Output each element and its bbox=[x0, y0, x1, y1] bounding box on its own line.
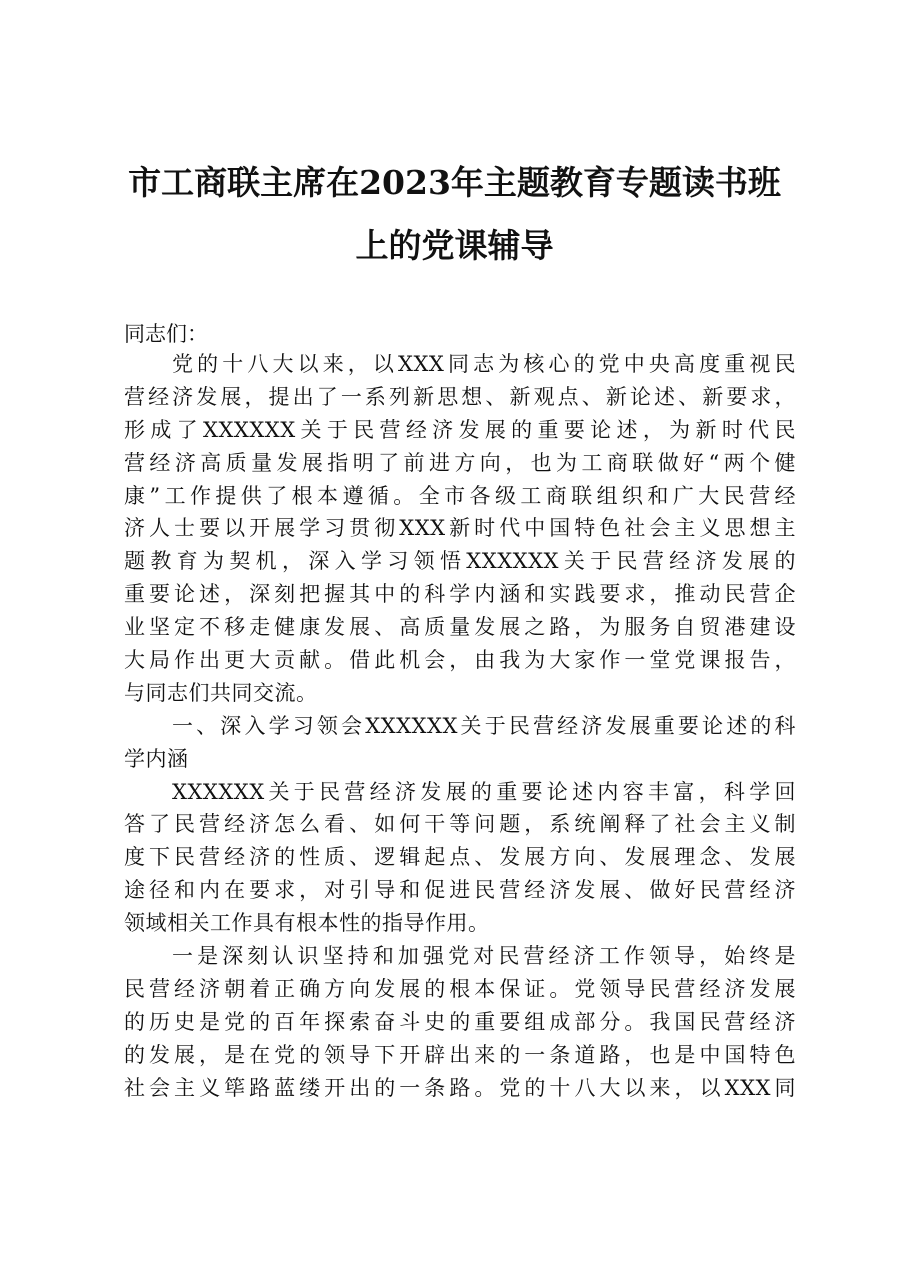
section-heading-line: 一、深入学习领会XXXXXX关于民营经济发展重要论述的科 bbox=[172, 713, 796, 738]
body-line: 形成了XXXXXX关于民营经济发展的重要论述，为新时代民 bbox=[124, 417, 796, 442]
body-line: 重要论述，深刻把握其中的科学内涵和实践要求，推动民营企 bbox=[124, 582, 796, 607]
document-body bbox=[124, 348, 796, 1104]
body-line: 康”工作提供了根本遵循。全市各级工商联组织和广大民营经 bbox=[124, 483, 796, 508]
body-line: 营经济高质量发展指明了前进方向，也为工商联做好“两个健 bbox=[124, 450, 796, 475]
body-line: 题教育为契机，深入学习领悟XXXXXX关于民营经济发展的 bbox=[124, 549, 796, 574]
body-line: 度下民营经济的性质、逻辑起点、发展方向、发展理念、发展 bbox=[124, 845, 796, 870]
body-line: 业坚定不移走健康发展、高质量发展之路，为服务自贸港建设 bbox=[124, 615, 796, 640]
body-line: 社会主义筚路蓝缕开出的一条路。党的十八大以来，以XXX同 bbox=[124, 1075, 796, 1100]
salutation: 同志们： bbox=[124, 322, 208, 346]
body-line: 民营经济朝着正确方向发展的根本保证。党领导民营经济发展 bbox=[124, 976, 796, 1001]
body-line: 的发展，是在党的领导下开辟出来的一条道路，也是中国特色 bbox=[124, 1042, 796, 1067]
section-heading-line: 学内涵 bbox=[124, 746, 189, 771]
body-line: 的历史是党的百年探索奋斗史的重要组成部分。我国民营经济 bbox=[124, 1009, 796, 1034]
body-line: 与同志们共同交流。 bbox=[124, 680, 318, 705]
body-line: XXXXXX关于民营经济发展的重要论述内容丰富，科学回 bbox=[172, 779, 796, 804]
body-line: 途径和内在要求，对引导和促进民营经济发展、做好民营经济 bbox=[124, 878, 796, 903]
body-line: 济人士要以开展学习贯彻XXX新时代中国特色社会主义思想主 bbox=[124, 516, 796, 541]
body-line: 党的十八大以来，以XXX同志为核心的党中央高度重视民 bbox=[172, 352, 796, 376]
document-title-line2: 上的党课辅导 bbox=[355, 226, 554, 265]
document-title-line1: 市工商联主席在2023年主题教育专题读书班 bbox=[128, 163, 781, 202]
body-line: 大局作出更大贡献。借此机会，由我为大家作一堂党课报告， bbox=[124, 648, 796, 673]
body-line: 答了民营经济怎么看、如何干等问题，系统阐释了社会主义制 bbox=[124, 812, 796, 837]
body-line: 营经济发展，提出了一系列新思想、新观点、新论述、新要求， bbox=[124, 384, 796, 409]
body-line: 领域相关工作具有根本性的指导作用。 bbox=[124, 911, 490, 936]
body-line: 一是深刻认识坚持和加强党对民营经济工作领导，始终是 bbox=[172, 944, 796, 969]
